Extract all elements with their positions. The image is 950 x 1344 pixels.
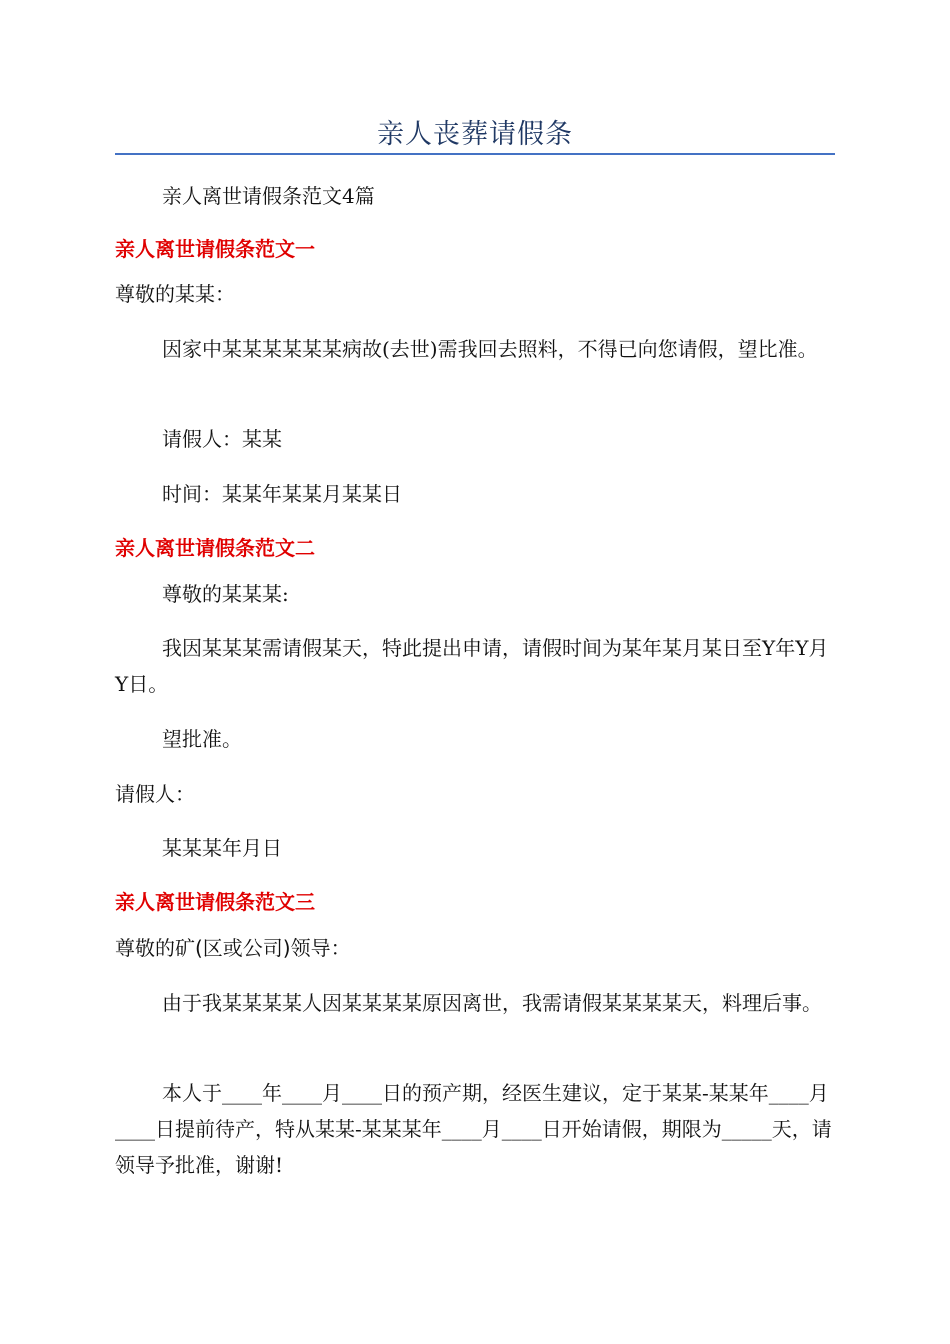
section-3-body: 由于我某某某某人因某某某某原因离世，我需请假某某某某天，料理后事。 — [162, 991, 822, 1015]
section-1-salutation: 尊敬的某某： — [115, 282, 235, 306]
title-underline — [115, 153, 835, 155]
document-title: 亲人丧葬请假条 — [377, 119, 573, 150]
section-1-body: 因家中某某某某某某病故(去世)需我回去照料，不得已向您请假，望比准。 — [162, 337, 818, 361]
section-1-heading: 亲人离世请假条范文一 — [115, 237, 315, 261]
section-2-request: 望批准。 — [162, 727, 242, 751]
section-1-time: 时间：某某年某某月某某日 — [162, 482, 402, 506]
section-2-applicant: 请假人： — [115, 782, 195, 806]
section-2-salutation: 尊敬的某某某: — [162, 582, 289, 606]
section-1-applicant: 请假人：某某 — [162, 427, 282, 451]
section-2-body: 我因某某某需请假某天，特此提出申请，请假时间为某年某月某日至Y年Y月Y日。 — [115, 636, 829, 696]
section-3-heading: 亲人离世请假条范文三 — [115, 890, 315, 914]
intro-text: 亲人离世请假条范文4篇 — [162, 184, 375, 208]
section-3-body-2: 本人于____年____月____日的预产期，经医生建议，定于某某-某某年____月____日提前待产，特从某某-某某某年____月____日开始请假，期限为_____天，请领导予批准，谢谢! — [115, 1081, 832, 1177]
section-2-date: 某某某年月日 — [162, 836, 282, 860]
section-3-salutation: 尊敬的矿(区或公司)领导： — [115, 936, 351, 960]
section-2-heading: 亲人离世请假条范文二 — [115, 536, 315, 560]
